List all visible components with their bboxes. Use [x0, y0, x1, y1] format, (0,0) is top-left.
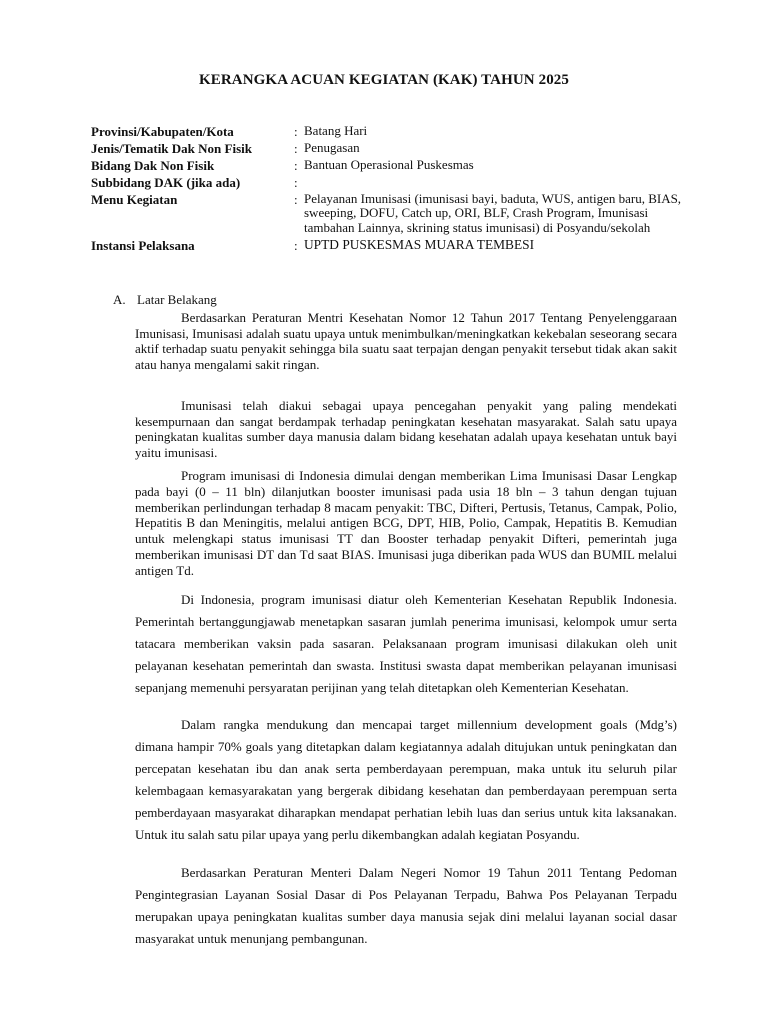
paragraph: Program imunisasi di Indonesia dimulai dengan memberikan Lima Imunisasi Dasar Lengkap pada bayi (0 – 11 bln) dilanjutkan booster imunisasi pada usia 18 bln – 3 tahun dengan tujuan memberikan perlindungan terhadap 8 macam penyakit: TBC, Difteri, Pertusis, Tetanus, Campak, Polio, Hepatitis B dan Meningitis, melalui antigen BCG, DPT, HIB, Polio, Campak, Hepatitis B. Kemudian untuk melengkapi status imunisasi TT dan Booster terhadap penyakit Difteri, pemerintah juga memberikan imunisasi DT dan Td saat BIAS. Imunisasi juga diberikan pada WUS dan BUMIL melalui antigen Td. [135, 468, 677, 578]
meta-colon: : [294, 124, 298, 139]
meta-value: Pelayanan Imunisasi (imunisasi bayi, baduta, WUS, antigen baru, BIAS, sweeping, DOFU, Catch up, ORI, BLF, Crash Program, Imunisasi tambahan Lainnya, skrining status imunisasi) di Posyandu/sekolah [304, 191, 682, 235]
paragraph: Dalam rangka mendukung dan mencapai target millennium development goals (Mdg’s) dimana hampir 70% goals yang ditetapkan dalam kegiatannya adalah ditujukan untuk peningkatan dan percepatan kesehatan ibu dan anak serta pemberdayaan perempuan, maka untuk itu seluruh pilar kelembagaan kemasyarakatan yang bergerak dibidang kesehatan dan pemberdayaan perempuan serta pemberdayaan masyarakat diharapkan mendapat perhatian lebih luas dan serius untuk kita laksanakan. Untuk itu salah satu pilar upaya yang perlu dikembangkan adalah kegiatan Posyandu. [135, 717, 677, 842]
meta-label: Provinsi/Kabupaten/Kota [91, 124, 234, 139]
meta-colon: : [294, 141, 298, 156]
meta-label: Menu Kegiatan [91, 192, 178, 207]
paragraph: Berdasarkan Peraturan Mentri Kesehatan Nomor 12 Tahun 2017 Tentang Penyelenggaraan Imunisasi, Imunisasi adalah suatu upaya untuk menimbulkan/meningkatkan kekebalan seseorang secara aktif terhadap suatu penyakit sehingga bila suatu saat terpajan dengan penyakit tersebut tidak akan sakit atau hanya mengalami sakit ringan. [135, 310, 677, 372]
meta-row-provinsi [91, 123, 691, 140]
meta-row-bidang [91, 157, 691, 174]
section-heading [113, 292, 217, 308]
document-title: KERANGKA ACUAN KEGIATAN (KAK) TAHUN 2025 [199, 72, 569, 88]
meta-row-jenis [91, 140, 691, 157]
meta-row-menu-kegiatan [91, 191, 691, 235]
meta-row-instansi [91, 237, 691, 254]
paragraph: Imunisasi telah diakui sebagai upaya pencegahan penyakit yang paling mendekati kesempurnaan dan sangat berdampak terhadap peningkatan kesehatan masyarakat. Salah satu upaya peningkatan kualitas sumber daya manusia dalam bidang kesehatan adalah upaya kesehatan untuk bayi yaitu imunisasi. [135, 398, 677, 460]
section-title: Latar Belakang [137, 292, 217, 307]
meta-label: Bidang Dak Non Fisik [91, 158, 215, 173]
paragraph: Berdasarkan Peraturan Menteri Dalam Negeri Nomor 19 Tahun 2011 Tentang Pedoman Pengintegrasian Layanan Sosial Dasar di Pos Pelayanan Terpadu, Bahwa Pos Pelayanan Terpadu merupakan upaya peningkatan kualitas sumber daya manusia sejak dini melalui layanan social dasar masyarakat untuk menunjang pembangunan. [135, 865, 677, 946]
meta-value: Bantuan Operasional Puskesmas [304, 157, 474, 172]
meta-colon: : [294, 175, 298, 190]
meta-label: Instansi Pelaksana [91, 237, 195, 253]
meta-colon: : [294, 237, 298, 253]
meta-value [304, 174, 684, 191]
paragraph: Di Indonesia, program imunisasi diatur oleh Kementerian Kesehatan Republik Indonesia. Pemerintah bertanggungjawab menetapkan sasaran jumlah penerima imunisasi, kelompok umur serta tatacara memberikan vaksin pada sasaran. Pelaksanaan program imunisasi dilakukan oleh unit pelayanan kesehatan pemerintah dan swasta. Institusi swasta dapat memberikan pelayanan imunisasi sepanjang memenuhi persyaratan perijinan yang telah ditetapkan oleh Kementerian Kesehatan. [135, 592, 677, 695]
activity-info-table [91, 123, 691, 254]
meta-row-subbidang [91, 174, 691, 191]
meta-value: UPTD PUSKESMAS MUARA TEMBESI [304, 236, 535, 252]
meta-value: Batang Hari [304, 123, 368, 138]
meta-value: Penugasan [304, 140, 360, 155]
meta-colon: : [294, 158, 298, 173]
meta-colon: : [294, 192, 298, 207]
meta-label: Subbidang DAK (jika ada) [91, 175, 241, 190]
meta-label: Jenis/Tematik Dak Non Fisik [91, 141, 252, 156]
section-letter: A. [113, 292, 126, 307]
